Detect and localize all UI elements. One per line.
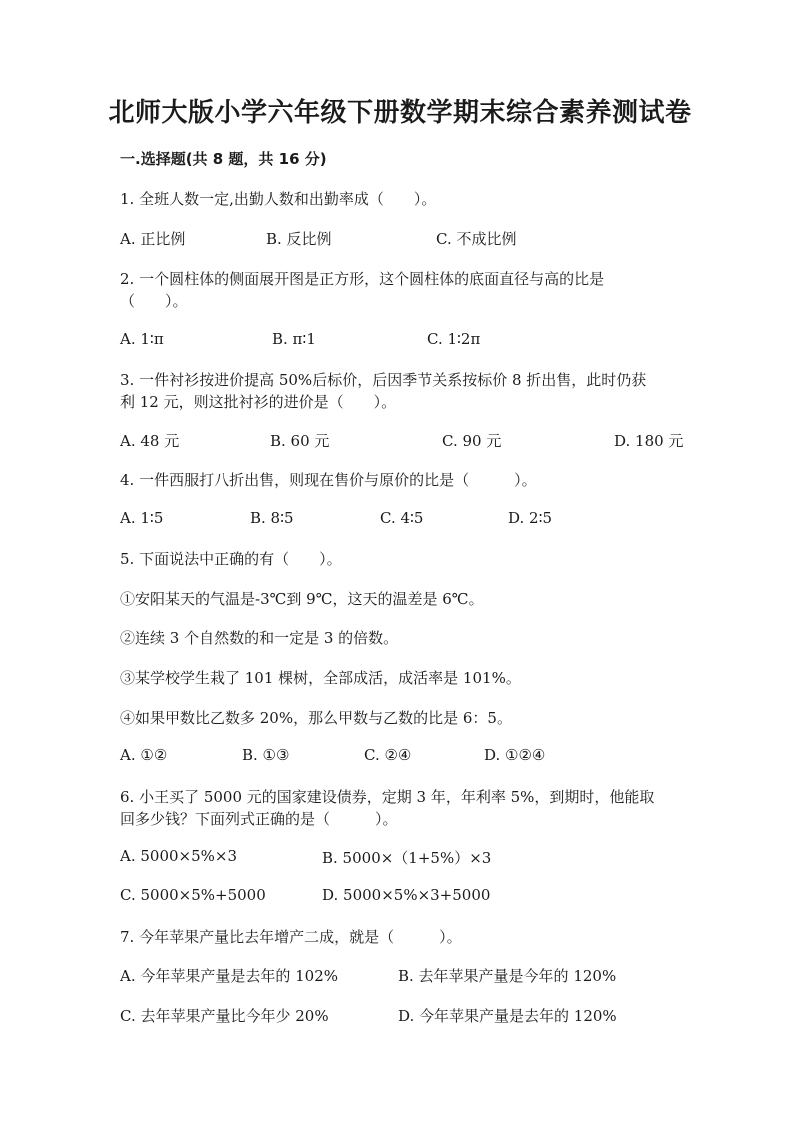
q5-statement-4: ④如果甲数比乙数多 20%，那么甲数与乙数的比是 6：5。 [120,709,512,727]
q6-option-d: D. 5000×5%×3+5000 [322,886,491,904]
q3-option-b: B. 60 元 [270,432,330,450]
question-2-text-cont: （ ）。 [120,292,188,310]
q2-option-a: A. 1∶π [120,330,164,348]
question-5-text: 5. 下面说法中正确的有（ ）。 [120,550,342,568]
question-7-text: 7. 今年苹果产量比去年增产二成，就是（ ）。 [120,928,462,946]
q2-option-c: C. 1∶2π [427,330,481,348]
section-heading: 一.选择题(共 8 题，共 16 分) [120,150,327,168]
q5-statement-3: ③某学校学生栽了 101 棵树，全部成活，成活率是 101%。 [120,669,521,687]
question-3-text-cont: 利 12 元，则这批衬衫的进价是（ ）。 [120,393,397,411]
question-4-text: 4. 一件西服打八折出售，则现在售价与原价的比是（ ）。 [120,471,537,489]
q3-option-d: D. 180 元 [614,432,684,450]
q7-option-c: C. 去年苹果产量比今年少 20% [120,1007,329,1025]
q5-option-c: C. ②④ [364,746,412,764]
q6-option-a: A. 5000×5%×3 [120,847,238,865]
q5-option-a: A. ①② [120,746,168,764]
question-3-text: 3. 一件衬衫按进价提高 50%后标价，后因季节关系按标价 8 折出售，此时仍获 [120,371,647,389]
q1-option-a: A. 正比例 [120,230,186,248]
question-6-text: 6. 小王买了 5000 元的国家建设债券，定期 3 年，年利率 5%，到期时，他能取 [120,788,655,806]
q4-option-c: C. 4∶5 [380,509,424,527]
question-1-text: 1. 全班人数一定,出勤人数和出勤率成（ ）。 [120,190,437,208]
exam-title: 北师大版小学六年级下册数学期末综合素养测试卷 [108,98,692,128]
question-6-text-cont: 回多少钱？下面列式正确的是（ ）。 [120,810,398,828]
q6-option-c: C. 5000×5%+5000 [120,886,266,904]
q7-option-d: D. 今年苹果产量是去年的 120% [398,1007,617,1025]
q4-option-b: B. 8∶5 [250,509,294,527]
q5-statement-2: ②连续 3 个自然数的和一定是 3 的倍数。 [120,629,399,647]
question-2-text: 2. 一个圆柱体的侧面展开图是正方形，这个圆柱体的底面直径与高的比是 [120,270,605,288]
q3-option-c: C. 90 元 [442,432,502,450]
q5-option-d: D. ①②④ [484,746,546,764]
q6-option-b: B. 5000×（1+5%）×3 [322,849,492,867]
q5-option-b: B. ①③ [242,746,290,764]
q4-option-d: D. 2∶5 [508,509,553,527]
q3-option-a: A. 48 元 [120,432,180,450]
q1-option-b: B. 反比例 [266,230,332,248]
q5-statement-1: ①安阳某天的气温是-3℃到 9℃，这天的温差是 6℃。 [120,590,484,608]
q2-option-b: B. π∶1 [272,330,316,348]
q1-option-c: C. 不成比例 [436,230,517,248]
q7-option-b: B. 去年苹果产量是今年的 120% [398,967,617,985]
q4-option-a: A. 1∶5 [120,509,164,527]
q7-option-a: A. 今年苹果产量是去年的 102% [120,967,339,985]
